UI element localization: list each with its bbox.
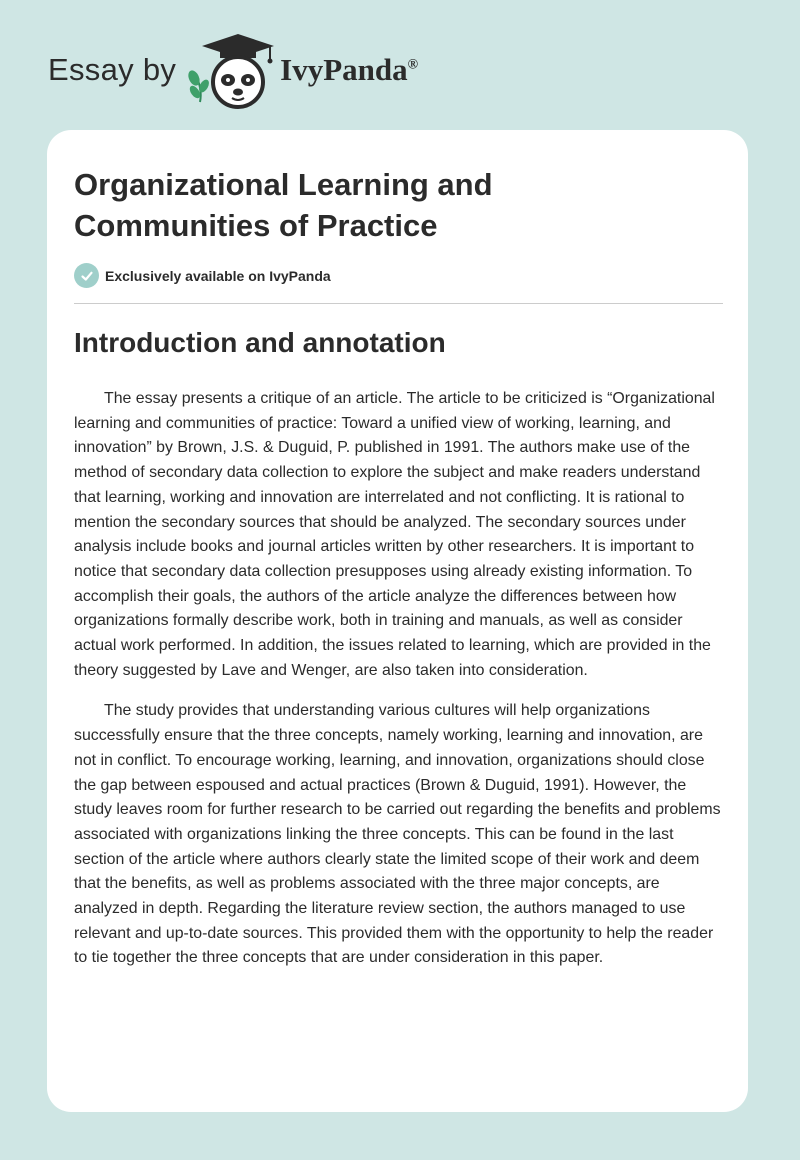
brand-name[interactable]: IvyPanda® (280, 52, 419, 87)
exclusive-badge (74, 263, 331, 288)
registered-mark: ® (407, 57, 419, 73)
badge-label: Exclusively available on IvyPanda (105, 267, 331, 284)
essay-by-label: Essay by (48, 52, 177, 87)
article-body (74, 387, 726, 987)
check-icon (74, 263, 99, 288)
ivypanda-logo-icon[interactable] (186, 30, 276, 110)
leaf-icon (186, 69, 211, 102)
paragraph-2: The study provides that understanding various cultures will help organizations successfully ensure that the three concepts, namely working, learning and innovation, are not in conflict. To encourage working, learning, and innovation, organizations should close the gap between espoused and actual practices (Brown & Duguid, 1991). However, the study leaves room for further research to be carried out regarding the benefits and problems associated with organizations linking the three concepts. This can be found in the last section of the article where authors clearly state the limited scope of their work and deem that the benefits, as well as problems associated with the three major concepts, are analyzed in depth. Regarding the literature review section, the authors managed to use relevant and up-to-date sources. This provided them with the opportunity to help the reader to tie together the three concepts that are under consideration in this paper. (74, 702, 721, 967)
page-title: Organizational Learning and Communities of Practice (74, 167, 493, 243)
paragraph-1: The essay presents a critique of an article. The article to be criticized is “Organizational learning and communities of practice: Toward a unified view of working, learning, and innovation” by Brown, J.S. & Duguid, P. published in 1991. The authors make use of the method of secondary data collection to explore the subject and make readers understand that learning, working and innovation are interrelated and not conflicting. It is rational to mention the secondary sources that should be analyzed. The secondary sources under analysis include books and journal articles written by other researchers. It is important to notice that secondary data collection presupposes using already existing information. To accomplish their goals, the authors of the article analyze the differences between how organizations formally describe work, both in training and manuals, as well as consider actual work performed. In addition, the issues related to learning, which are provided in the theory suggested by Lave and Wenger, are also taken into consideration. (74, 390, 715, 679)
section-heading: Introduction and annotation (74, 327, 446, 358)
site-header (48, 30, 418, 110)
article-card (47, 130, 748, 1112)
divider (74, 303, 723, 304)
